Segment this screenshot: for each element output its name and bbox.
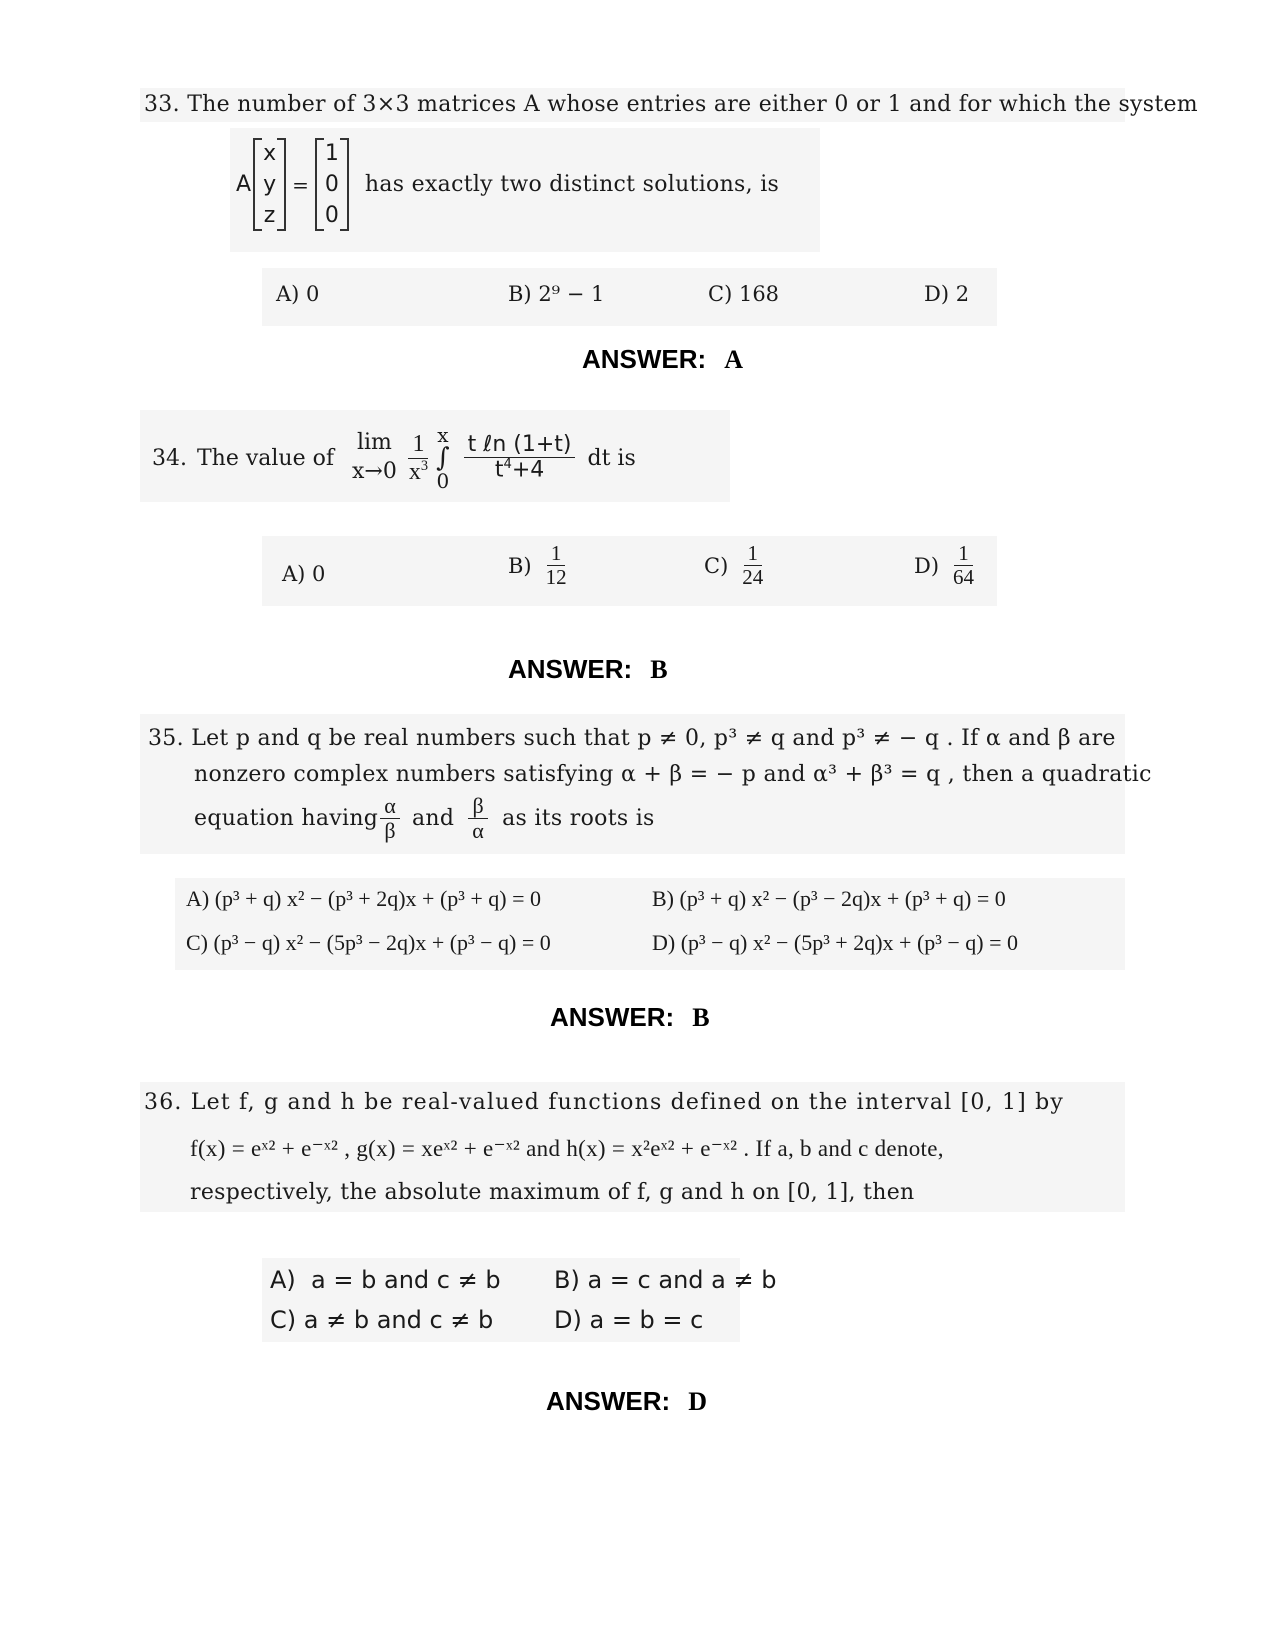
q36-answer: ANSWER: D xyxy=(546,1386,707,1416)
q34-limit: lim x→0 xyxy=(352,430,397,484)
q33-option-c: C) 168 xyxy=(708,282,780,306)
q33-option-a: A) 0 xyxy=(276,282,320,306)
q33-equals: = xyxy=(292,172,309,197)
q34-number: 34. xyxy=(152,445,187,471)
q33-answer: ANSWER: A xyxy=(582,344,743,374)
q33-matrix-label: A xyxy=(236,172,252,197)
q34-option-c: C) $\frac{1}{24}$ xyxy=(704,541,764,590)
q36-option-c: C) a ≠ b and c ≠ b xyxy=(270,1306,494,1334)
q36-option-b: B) a = c and a ≠ b xyxy=(554,1266,777,1294)
q35-option-d: D) (p³ − q) x² − (5p³ + 2q)x + (p³ − q) = 0 xyxy=(652,930,1019,955)
q35-number: 35. xyxy=(148,726,184,751)
q35-answer: ANSWER: B xyxy=(550,1002,710,1032)
q34-integrand: $\frac{\text{t ℓn (1+t)}}{t^4+4}$ xyxy=(464,433,576,483)
q33-stem: The number of 3×3 matrices A whose entries are either 0 or 1 and for which the system xyxy=(187,92,1198,117)
q34-integral: x ∫ 0 xyxy=(436,423,450,493)
q35-option-a: A) (p³ + q) x² − (p³ + 2q)x + (p³ + q) = 0 xyxy=(186,886,542,911)
q36-option-d: D) a = b = c xyxy=(554,1306,704,1334)
q33-stem-tail: has exactly two distinct solutions, is xyxy=(364,172,780,197)
q36-line-3: respectively, the absolute maximum of f, g and h on [0, 1], then xyxy=(190,1180,915,1205)
q34-stem: The value of xyxy=(197,445,335,471)
q36-number: 36. xyxy=(144,1090,183,1115)
q35-option-b: B) (p³ + q) x² − (p³ − 2q)x + (p³ + q) = 0 xyxy=(652,886,1006,911)
q34-stem-tail: dt is xyxy=(587,445,636,471)
q35-line-3: equation having $\frac{\alpha}{\beta}$ and $\frac{\beta}{\alpha}$ as its roots is xyxy=(194,793,655,844)
q34-expression xyxy=(152,416,636,500)
q33-option-b: B) 2⁹ − 1 xyxy=(508,282,605,306)
q33-vector-xyz: x y z xyxy=(253,138,286,231)
q36-line-2: f(x) = eˣ² + e⁻ˣ² , g(x) = xeˣ² + e⁻ˣ² and h(x) = x²eˣ² + e⁻ˣ² . If a, b and c denote, xyxy=(190,1136,944,1161)
q34-option-a: A) 0 xyxy=(282,562,326,586)
q35-line-2: nonzero complex numbers satisfying α + β = − p and α³ + β³ = q , then a quadratic xyxy=(194,762,1152,787)
q35-line-1: 35. Let p and q be real numbers such that p ≠ 0, p³ ≠ q and p³ ≠ − q . If α and β are xyxy=(148,726,1116,751)
q33-number: 33. xyxy=(144,92,180,117)
q33-text xyxy=(144,92,1198,117)
q34-coefficient: $\frac{1}{x^3}$ xyxy=(408,431,429,485)
q33-vector-100: 1 0 0 xyxy=(315,138,349,231)
q34-option-d: D) $\frac{1}{64}$ xyxy=(914,541,975,590)
q35-fraction-alpha-beta: $\frac{\alpha}{\beta}$ xyxy=(380,794,400,843)
q36-option-a: A) a = b and c ≠ b xyxy=(270,1266,501,1294)
q35-fraction-beta-alpha: $\frac{\beta}{\alpha}$ xyxy=(468,794,488,843)
q36-line-1: 36. Let f, g and h be real-valued functions defined on the interval [0, 1] by xyxy=(144,1090,1065,1115)
q34-option-b: B) $\frac{1}{12}$ xyxy=(508,541,567,590)
q34-answer: ANSWER: B xyxy=(508,654,668,684)
q33-equation xyxy=(236,138,779,231)
q33-option-d: D) 2 xyxy=(924,282,970,306)
q35-option-c: C) (p³ − q) x² − (5p³ − 2q)x + (p³ − q) = 0 xyxy=(186,930,551,955)
